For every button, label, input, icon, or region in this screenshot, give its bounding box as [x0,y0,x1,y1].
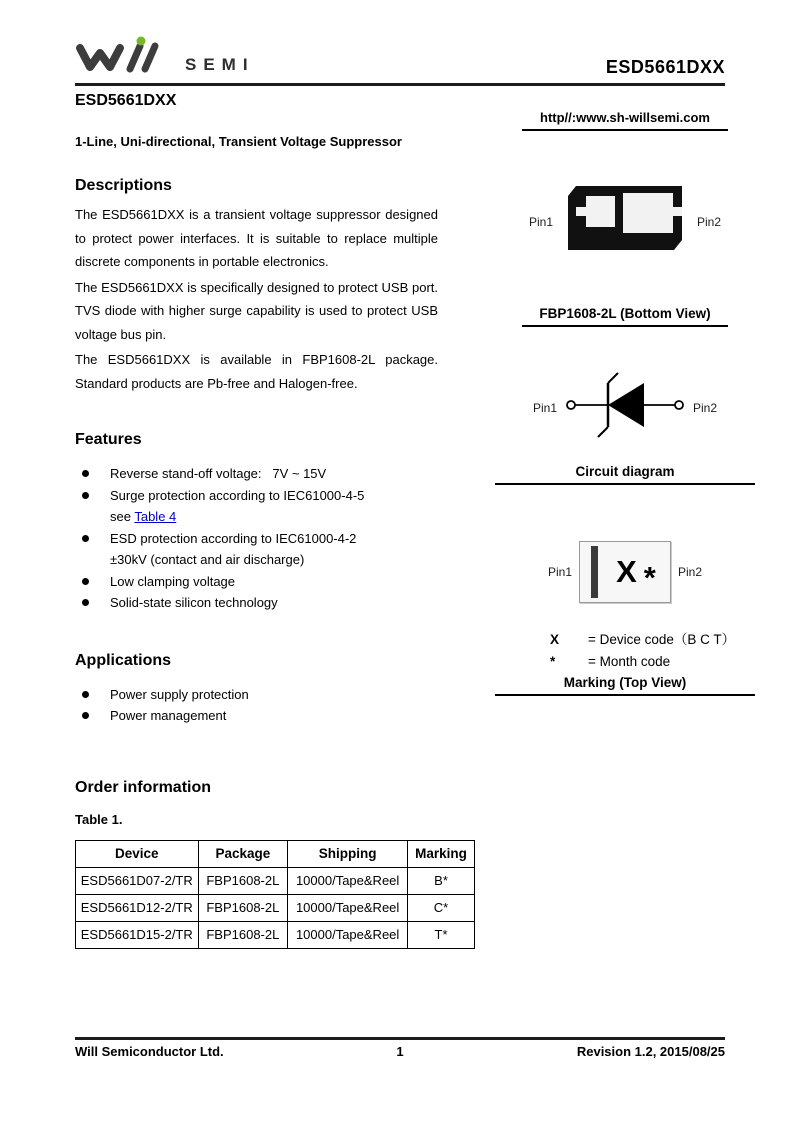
features-heading: Features [75,431,142,448]
cell-device: ESD5661D15-2/TR [76,921,199,948]
left-column [75,86,475,949]
bullet-icon [82,470,89,477]
marking-legend [550,629,755,673]
description-paragraph: The ESD5661DXX is available in FBP1608-2L package. Standard products are Pb-free and Halogen-free. [75,352,438,391]
bullet-icon [82,535,89,542]
bullet-icon [82,578,89,585]
willsemi-logo [75,36,255,78]
description-paragraph: The ESD5661DXX is specifically designed to protect USB port. TVS diode with higher surge capability is used to protect USB voltage bus pin. [75,279,438,342]
list-subitem: see Table 4 [110,509,177,524]
order-information-heading: Order information [75,778,212,796]
page-title: ESD5661DXX [75,92,177,109]
list-item: Low clamping voltage [75,571,475,593]
bullet-icon [82,599,89,606]
applications-list [75,684,475,727]
table-header-row [76,840,475,867]
table-row [76,867,475,894]
cell-marking: C* [408,894,475,921]
cell-package: FBP1608-2L [198,894,288,921]
subtitle: 1-Line, Uni-directional, Transient Voltage Suppressor [75,134,402,149]
pin2-label: Pin2 [693,400,718,415]
descriptions-heading: Descriptions [75,177,172,194]
package-caption-underline [522,325,728,327]
circuit-caption: Circuit diagram [575,464,675,479]
footer-page-number: 1 [396,1044,404,1059]
pin2-label: Pin2 [678,565,703,579]
legend-row [550,651,755,673]
footer-company: Will Semiconductor Ltd. [75,1044,224,1059]
list-subitem: ±30kV (contact and air discharge) [110,552,305,567]
column-header-package: Package [198,840,288,867]
cell-package: FBP1608-2L [198,867,288,894]
bullet-icon [82,712,89,719]
list-item: ESD protection according to IEC61000-4-2 [75,528,475,550]
cell-device: ESD5661D07-2/TR [76,867,199,894]
package-caption: FBP1608-2L (Bottom View) [539,306,711,321]
order-table [75,840,475,949]
column-header-shipping: Shipping [288,840,408,867]
cell-marking: B* [408,867,475,894]
logo-semi-text: SEMI [185,55,255,74]
header-part-number: ESD5661DXX [605,57,725,77]
applications-heading: Applications [75,651,172,669]
circuit-diagram [495,369,755,446]
cell-shipping: 10000/Tape&Reel [288,921,408,948]
content-columns [0,86,800,949]
right-column [495,86,755,949]
page-header [75,0,725,78]
cell-shipping: 10000/Tape&Reel [288,894,408,921]
table4-link[interactable]: Table 4 [134,509,177,524]
list-item: Surge protection according to IEC61000-4-5 [75,485,475,507]
features-list [75,463,475,614]
chip-cathode-bar [591,546,598,598]
list-item: Reverse stand-off voltage: 7V ~ 15V [75,463,475,485]
marking-chip-icon [579,541,671,603]
cell-marking: T* [408,921,475,948]
bullet-icon [82,492,89,499]
marking-top-view [495,541,755,603]
logo-green-dot [137,37,146,46]
marking-caption-rule [495,694,755,696]
description-paragraph: The ESD5661DXX is a transient voltage suppressor designed to protect power interfaces. It is suitable to replace multiple discrete components in portable electronics. [75,207,438,269]
chip-month-code: * [643,560,656,595]
table-row [76,921,475,948]
pin1-label: Pin1 [528,214,553,229]
column-header-marking: Marking [408,840,475,867]
package-bottom-view-icon [560,183,690,260]
list-item: Power management [75,705,475,727]
bullet-icon [82,691,89,698]
table-row [76,894,475,921]
cell-device: ESD5661D12-2/TR [76,894,199,921]
footer-revision: Revision 1.2, 2015/08/25 [576,1044,725,1059]
pin1-label: Pin1 [547,565,572,579]
chip-device-code: X [616,554,637,589]
cell-shipping: 10000/Tape&Reel [288,867,408,894]
list-item: Power supply protection [75,684,475,706]
tvs-diode-icon [564,369,686,446]
list-item: Solid-state silicon technology [75,592,475,614]
column-header-device: Device [76,840,199,867]
page-footer [75,1037,725,1059]
company-url: http//:www.sh-willsemi.com [540,110,710,125]
url-underline [522,129,728,131]
legend-symbol: * [550,654,556,669]
legend-text: = Device code（B C T） [588,632,736,647]
pin1-label: Pin1 [532,400,557,415]
legend-symbol: X [550,632,560,647]
marking-caption: Marking (Top View) [563,675,687,690]
circuit-caption-rule [495,483,755,485]
package-bottom-view [495,183,755,260]
table-caption: Table 1. [75,811,123,827]
legend-row [550,629,755,651]
cell-package: FBP1608-2L [198,921,288,948]
pin2-label: Pin2 [697,214,722,229]
willsemi-logo-icon [75,36,175,78]
legend-text: = Month code [588,654,671,669]
